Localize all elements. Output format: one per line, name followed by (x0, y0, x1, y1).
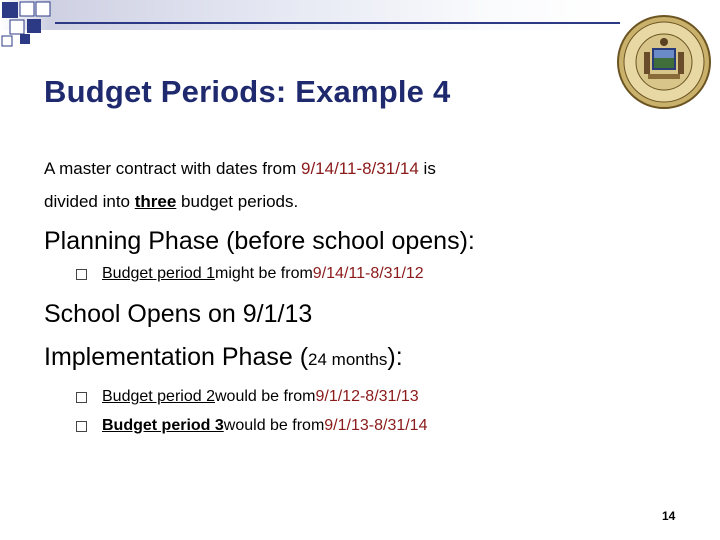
decorative-squares (0, 0, 70, 48)
heading-text: ): (387, 343, 403, 371)
checkbox-bullet-icon (76, 421, 87, 432)
bullet-text: would be from (214, 388, 316, 405)
bullet-text: might be from (214, 265, 313, 282)
heading-text: Implementation Phase ( (44, 343, 309, 371)
bullet-budget-period-1 (76, 265, 424, 283)
page-number: 14 (662, 509, 676, 523)
budget-period-dates: 9/14/11-8/31/12 (312, 265, 424, 282)
intro-text: is (418, 159, 436, 178)
planning-phase-heading: Planning Phase (before school opens): (44, 227, 475, 255)
checkbox-bullet-icon (76, 392, 87, 403)
implementation-phase-heading (44, 343, 403, 372)
emphasis-three: three (134, 192, 177, 211)
intro-line-2 (44, 192, 298, 212)
budget-period-dates: 9/1/13-8/31/14 (324, 417, 428, 434)
intro-text: budget periods. (176, 192, 299, 211)
intro-line-1 (44, 159, 436, 179)
contract-dates: 9/14/11-8/31/14 (300, 159, 419, 178)
page-title: Budget Periods: Example 4 (44, 74, 451, 109)
budget-period-label: Budget period 3 (102, 417, 224, 434)
heading-duration: 24 months (308, 350, 388, 369)
budget-period-label: Budget period 2 (102, 388, 215, 405)
header-rule (55, 22, 620, 24)
budget-period-dates: 9/1/12-8/31/13 (315, 388, 419, 405)
header-decoration (0, 0, 720, 48)
budget-period-label: Budget period 1 (102, 265, 215, 282)
bullet-budget-period-2 (76, 388, 419, 406)
university-seal-logo (614, 12, 714, 112)
header-gradient-bar (0, 0, 610, 30)
checkbox-bullet-icon (76, 269, 87, 280)
intro-text: divided into (44, 192, 135, 211)
bullet-budget-period-3 (76, 417, 427, 435)
bullet-text: would be from (223, 417, 325, 434)
intro-text: A master contract with dates from (44, 159, 301, 178)
school-opens-heading: School Opens on 9/1/13 (44, 300, 313, 328)
